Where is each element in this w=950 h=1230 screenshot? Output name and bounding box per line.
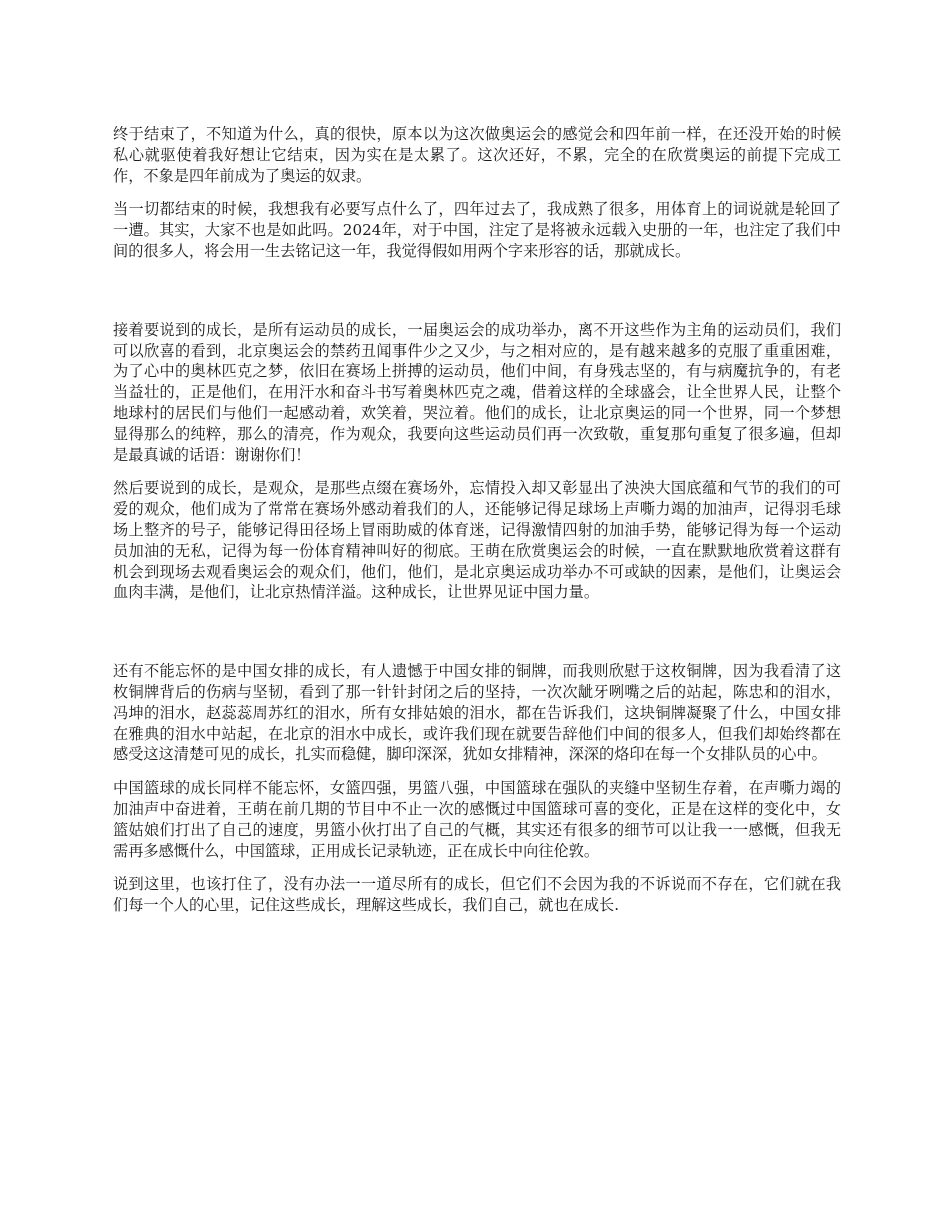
paragraph-6: 中国篮球的成长同样不能忘怀，女篮四强，男篮八强，中国篮球在强队的夹缝中坚韧生存着，在声嘶力竭的加油声中奋进着，王萌在前几期的节目中不止一次的感慨过中国篮球可喜的变化，正是在这样的变化中，女篮姑娘们打出了自己的速度，男篮小伙打出了自己的气概，其实还有很多的细节可以让我一一感慨，但我无需再多感慨什么，中国篮球，正用成长记录轨迹，正在成长中向往伦敦。	[113, 779, 841, 860]
section-gap	[113, 275, 841, 320]
paragraph-4: 然后要说到的成长，是观众，是那些点缀在赛场外，忘情投入却又彰显出了泱泱大国底蕴和气节的我们的可爱的观众，他们成为了常常在赛场外感动着我们的人，还能够记得足球场上声嘶力竭的加油声，记得羽毛球场上整齐的号子，能够记得田径场上冒雨助威的体育迷，记得激情四射的加油手势，能够记得为每一个运动员加油的无私，记得为每一份体育精神叫好的彻底。王萌在欣赏奥运会的时候，一直在默默地欣赏着这群有机会到现场去观看奥运会的观众们，他们，他们，是北京奥运成功举办不可或缺的因素，是他们，让奥运会血肉丰满，是他们，让北京热情洋溢。这种成长，让世界见证中国力量。	[113, 479, 841, 602]
section-gap	[113, 616, 841, 661]
paragraph-2: 当一切都结束的时候，我想我有必要写点什么了，四年过去了，我成熟了很多，用体育上的词说就是轮回了一遭。其实，大家不也是如此吗。2024年，对于中国，注定了是将被永远载入史册的一年，也注定了我们中间的很多人，将会用一生去铭记这一年，我觉得假如用两个字来形容的话，那就成长。	[113, 200, 841, 260]
paragraph-5: 还有不能忘怀的是中国女排的成长，有人遗憾于中国女排的铜牌，而我则欣慰于这枚铜牌，因为我看清了这枚铜牌背后的伤病与坚韧，看到了那一针针封闭之后的坚持，一次次龇牙咧嘴之后的站起，陈忠和的泪水，冯坤的泪水，赵蕊蕊周苏红的泪水，所有女排姑娘的泪水，都在告诉我们，这块铜牌凝聚了什么，中国女排在雅典的泪水中站起，在北京的泪水中成长，或许我们现在就要告辞他们中间的很多人，但我们却始终都在感受这这清楚可见的成长，扎实而稳健，脚印深深，犹如女排精神，深深的烙印在每一个女排队员的心中。	[113, 662, 841, 764]
paragraph-1: 终于结束了，不知道为什么，真的很快，原本以为这次做奥运会的感觉会和四年前一样，在还没开始的时候私心就驱使着我好想让它结束，因为实在是太累了。这次还好，不累，完全的在欣赏奥运的前提下完成工作，不象是四年前成为了奥运的奴隶。	[113, 125, 841, 185]
paragraph-7: 说到这里，也该打住了，没有办法一一道尽所有的成长，但它们不会因为我的不诉说而不存在，它们就在我们每一个人的心里，记住这些成长，理解这些成长，我们自己，就也在成长.	[113, 875, 841, 915]
document-body	[113, 124, 841, 929]
paragraph-3: 接着要说到的成长，是所有运动员的成长，一届奥运会的成功举办，离不开这些作为主角的运动员们，我们可以欣喜的看到，北京奥运会的禁药丑闻事件少之又少，与之相对应的，是有越来越多的克服了重重困难，为了心中的奥林匹克之梦，依旧在赛场上拼搏的运动员，他们中间，有身残志坚的，有与病魔抗争的，有老当益壮的，正是他们，在用汗水和奋斗书写着奥林匹克之魂，借着这样的全球盛会，让全世界人民，让整个地球村的居民们与他们一起感动着，欢笑着，哭泣着。他们的成长，让北京奥运的同一个世界，同一个梦想显得那么的纯粹，那么的清亮，作为观众，我要向这些运动员们再一次致敬，重复那句重复了很多遍，但却是最真诚的话语：谢谢你们！	[113, 320, 841, 464]
